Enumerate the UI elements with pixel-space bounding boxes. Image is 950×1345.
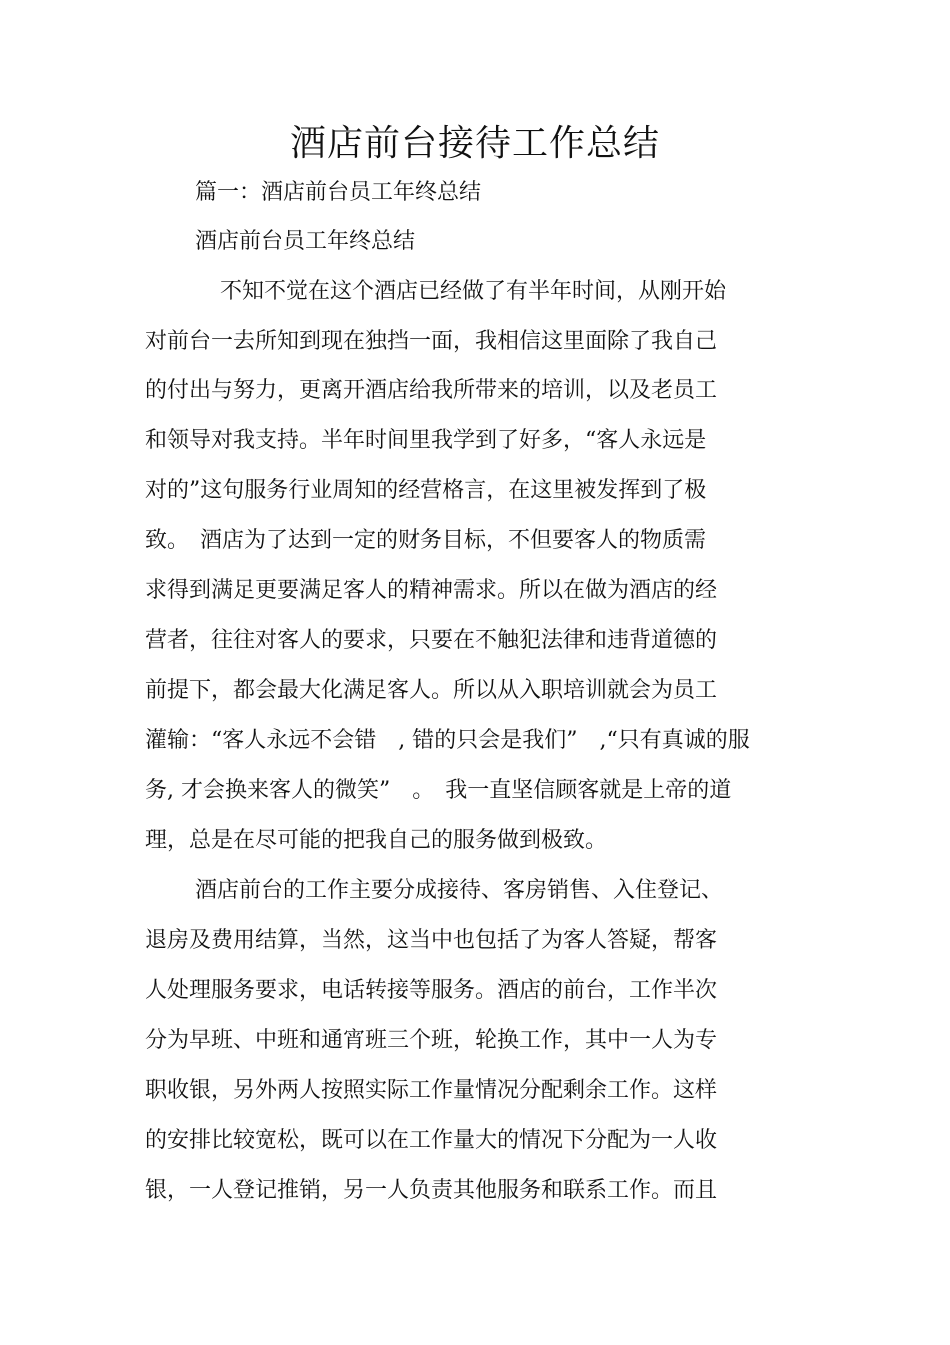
paragraph2-line: 退房及费用结算，当然，这当中也包括了为客人答疑，帮客 [145, 928, 718, 953]
paragraph1-line: 理，总是在尽可能的把我自己的服务做到极致。 [145, 828, 608, 853]
paragraph1-line: 营者，往往对客人的要求，只要在不触犯法律和违背道德的 [145, 628, 718, 653]
paragraph1-line: 前提下，都会最大化满足客人。所以从入职培训就会为员工 [145, 678, 718, 703]
paragraph2-line: 银，一人登记推销，另一人负责其他服务和联系工作。而且 [145, 1178, 718, 1203]
document-title: 酒店前台接待工作总结 [289, 123, 660, 164]
paragraph1-line: 对的”这句服务行业周知的经营格言，在这里被发挥到了极 [145, 478, 707, 503]
paragraph1-line: 灌输：“客人永远不会错 , 错的只会是我们” ,“只有真诚的服 [145, 728, 750, 753]
paragraph2-line: 分为早班、中班和通宵班三个班，轮换工作，其中一人为专 [145, 1028, 718, 1053]
paragraph1-line: 对前台一去所知到现在独挡一面，我相信这里面除了我自己 [145, 329, 718, 354]
paragraph1-line: 务, 才会换来客人的微笑” 。 我一直坚信顾客就是上帝的道 [145, 778, 732, 803]
section-heading: 篇一：酒店前台员工年终总结 [195, 180, 482, 205]
paragraph2-line: 人处理服务要求，电话转接等服务。酒店的前台，工作半次 [145, 978, 718, 1003]
paragraph1-line: 的付出与努力，更离开酒店给我所带来的培训，以及老员工 [145, 378, 718, 403]
paragraph1-line: 和领导对我支持。半年时间里我学到了好多，“客人永远是 [145, 428, 707, 453]
paragraph2-line: 酒店前台的工作主要分成接待、客房销售、入住登记、 [195, 878, 724, 903]
paragraph1-line: 致。 酒店为了达到一定的财务目标，不但要客人的物质需 [145, 528, 707, 553]
subheading: 酒店前台员工年终总结 [195, 229, 416, 254]
paragraph1-line: 不知不觉在这个酒店已经做了有半年时间，从刚开始 [220, 279, 727, 304]
paragraph2-line: 的安排比较宽松，既可以在工作量大的情况下分配为一人收 [145, 1128, 718, 1153]
paragraph2-line: 职收银，另外两人按照实际工作量情况分配剩余工作。这样 [145, 1078, 718, 1103]
paragraph1-line: 求得到满足更要满足客人的精神需求。所以在做为酒店的经 [145, 578, 718, 603]
